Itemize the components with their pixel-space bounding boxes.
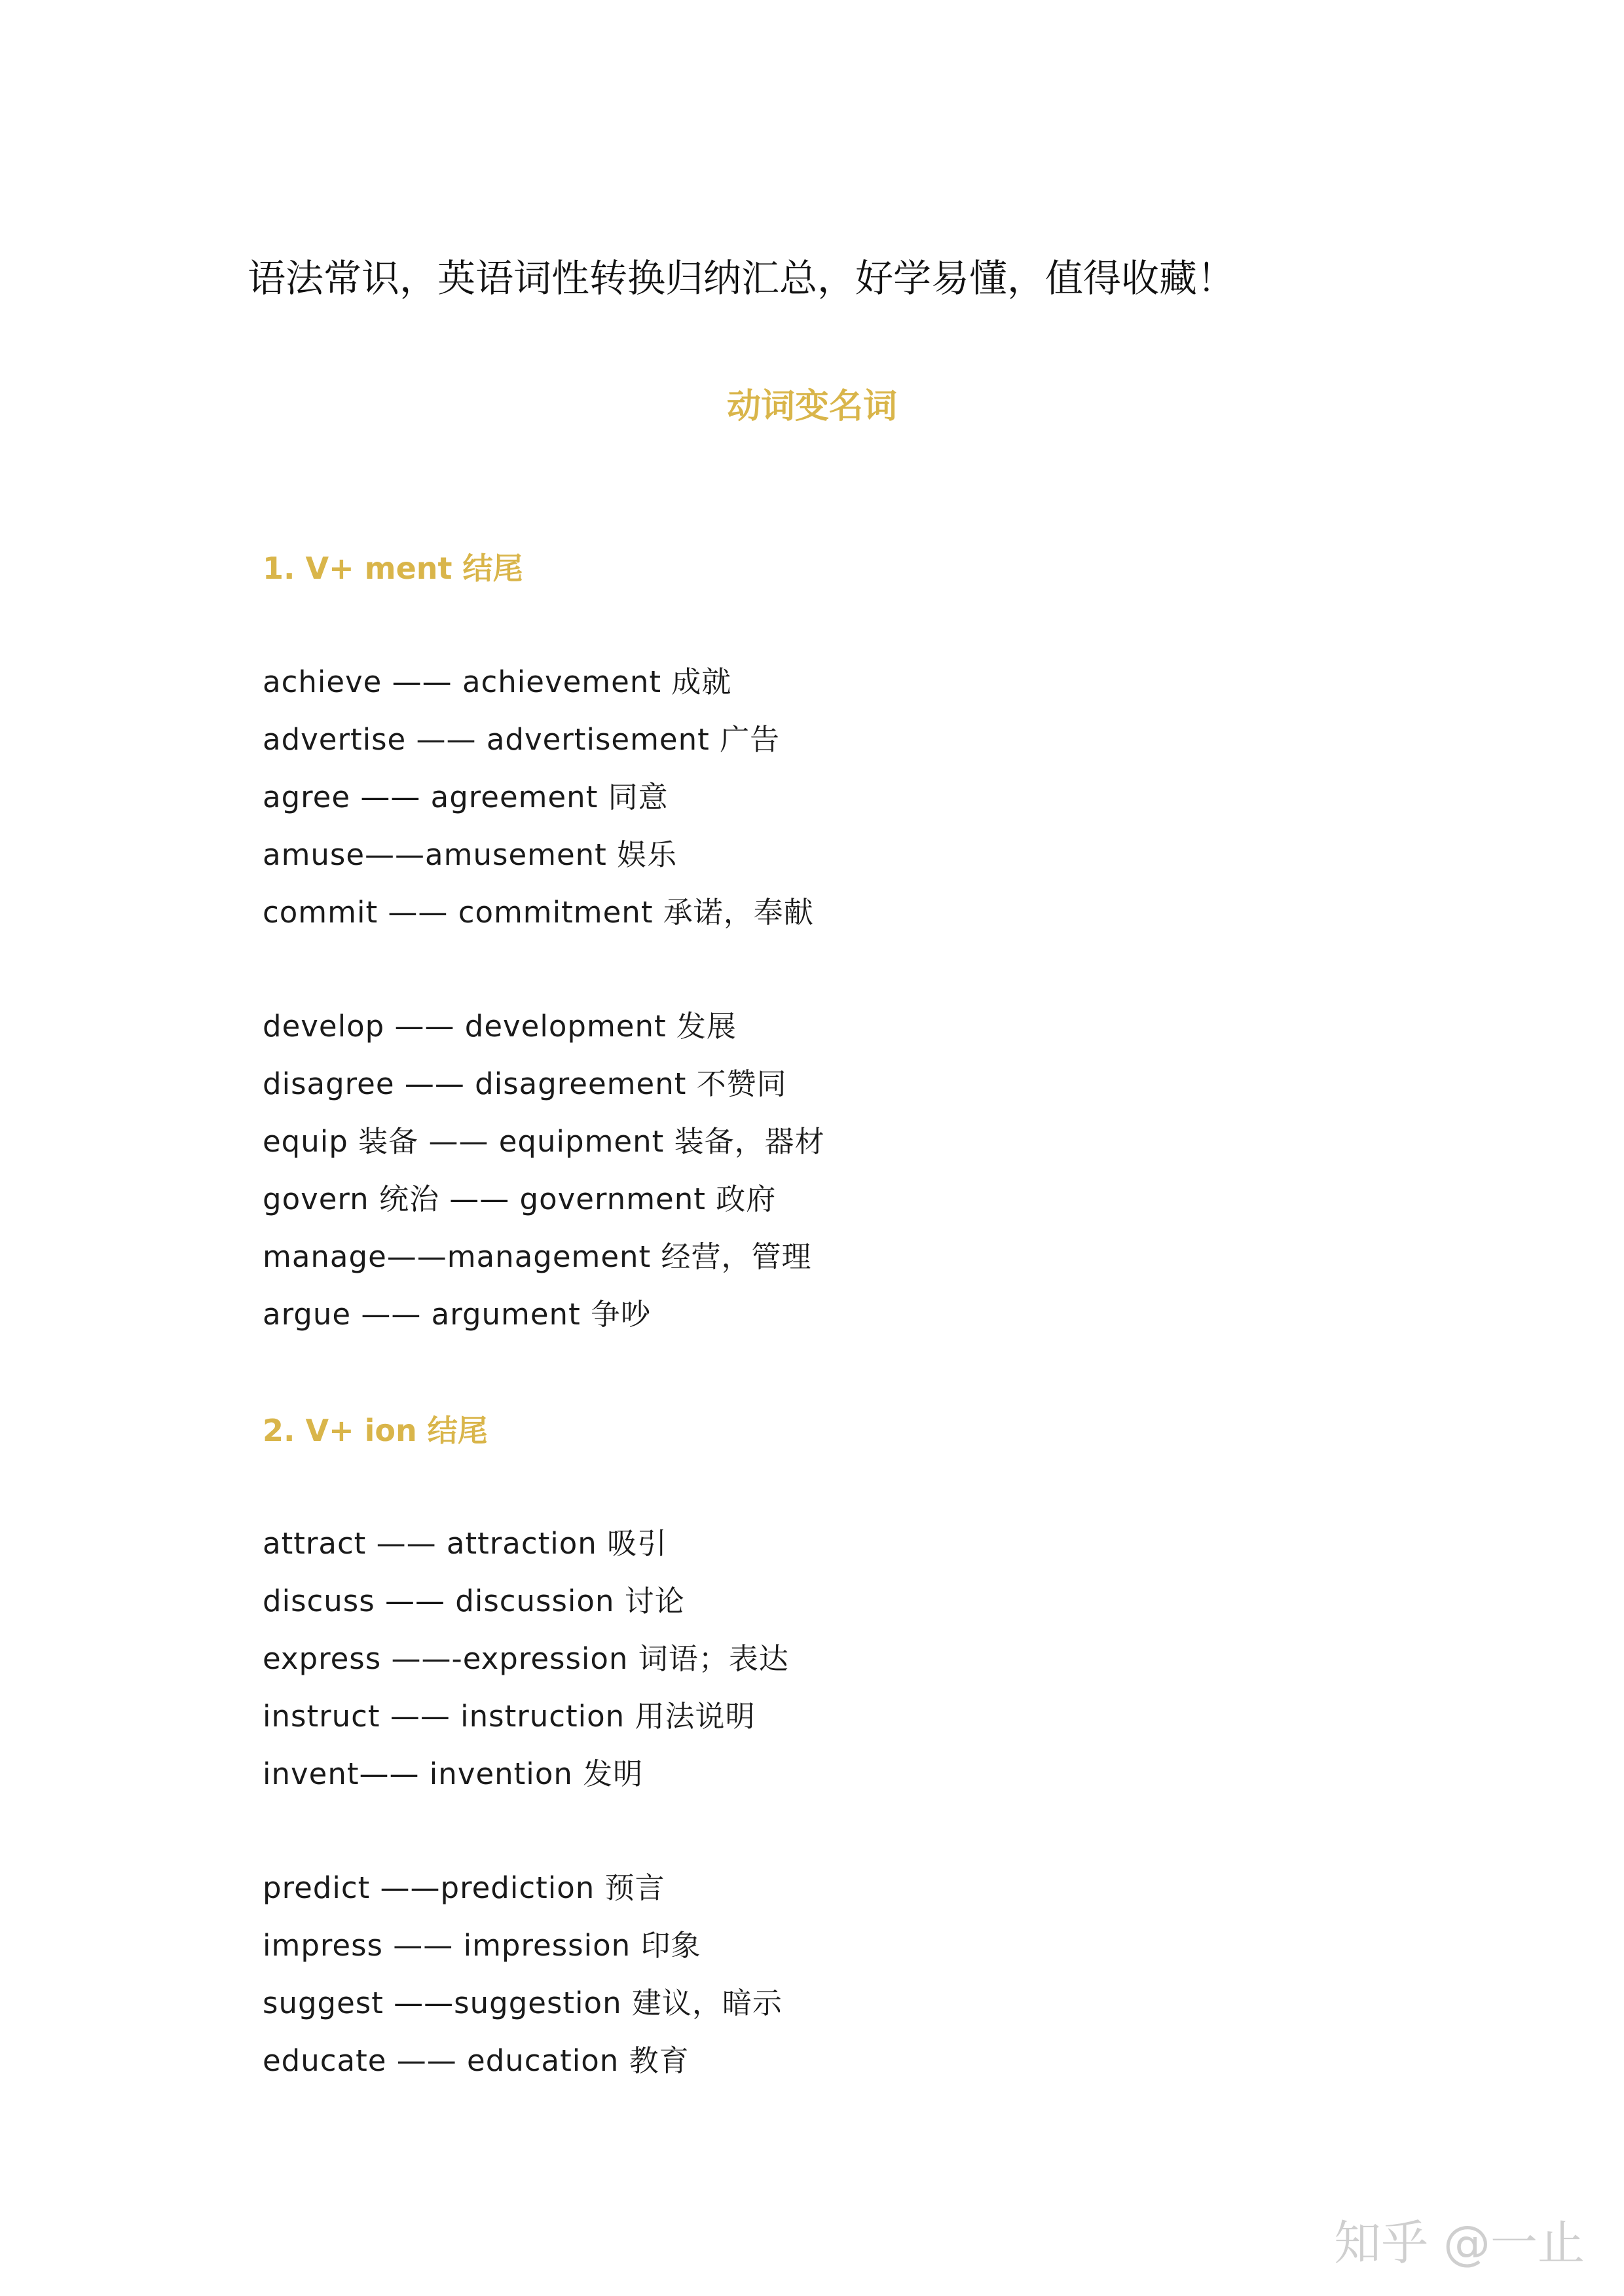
word-entry: argue —— argument 争吵 bbox=[263, 1297, 652, 1332]
section-heading: 动词变名词 bbox=[726, 387, 897, 426]
word-entry: manage——management 经营，管理 bbox=[263, 1239, 812, 1274]
word-entry: disagree —— disagreement 不赞同 bbox=[263, 1066, 787, 1101]
zhihu-watermark: 知乎 @一止 bbox=[1334, 2215, 1585, 2270]
word-entry: express ——-expression 词语；表达 bbox=[263, 1641, 789, 1676]
word-entry: govern 统治 —— government 政府 bbox=[263, 1182, 777, 1216]
word-entry: agree —— agreement 同意 bbox=[263, 780, 669, 814]
word-entry: equip 装备 —— equipment 装备，器材 bbox=[263, 1124, 825, 1159]
word-entry: discuss —— discussion 讨论 bbox=[263, 1584, 685, 1618]
section-1-group-1 bbox=[263, 653, 814, 941]
word-entry: achieve —— achievement 成就 bbox=[263, 665, 732, 699]
word-entry: educate —— education 教育 bbox=[263, 2043, 690, 2078]
word-entry: amuse——amusement 娱乐 bbox=[263, 837, 678, 872]
word-entry: develop —— development 发展 bbox=[263, 1009, 737, 1044]
section-2-group-1 bbox=[263, 1515, 789, 1803]
word-entry: instruct —— instruction 用法说明 bbox=[263, 1699, 756, 1734]
word-entry: invent—— invention 发明 bbox=[263, 1757, 644, 1791]
section-2-group-2 bbox=[263, 1859, 783, 2090]
word-entry: impress —— impression 印象 bbox=[263, 1928, 701, 1963]
section-1-title: 1. V+ ment 结尾 bbox=[263, 551, 523, 586]
word-entry: advertise —— advertisement 广告 bbox=[263, 722, 781, 757]
word-entry: commit —— commitment 承诺，奉献 bbox=[263, 895, 814, 930]
section-1-group-2 bbox=[263, 998, 825, 1343]
word-entry: suggest ——suggestion 建议，暗示 bbox=[263, 1986, 783, 2020]
section-2-title: 2. V+ ion 结尾 bbox=[263, 1413, 488, 1448]
word-entry: predict ——prediction 预言 bbox=[263, 1870, 665, 1905]
word-entry: attract —— attraction 吸引 bbox=[263, 1526, 668, 1561]
document-title: 语法常识，英语词性转换归纳汇总，好学易懂，值得收藏！ bbox=[248, 256, 1236, 301]
